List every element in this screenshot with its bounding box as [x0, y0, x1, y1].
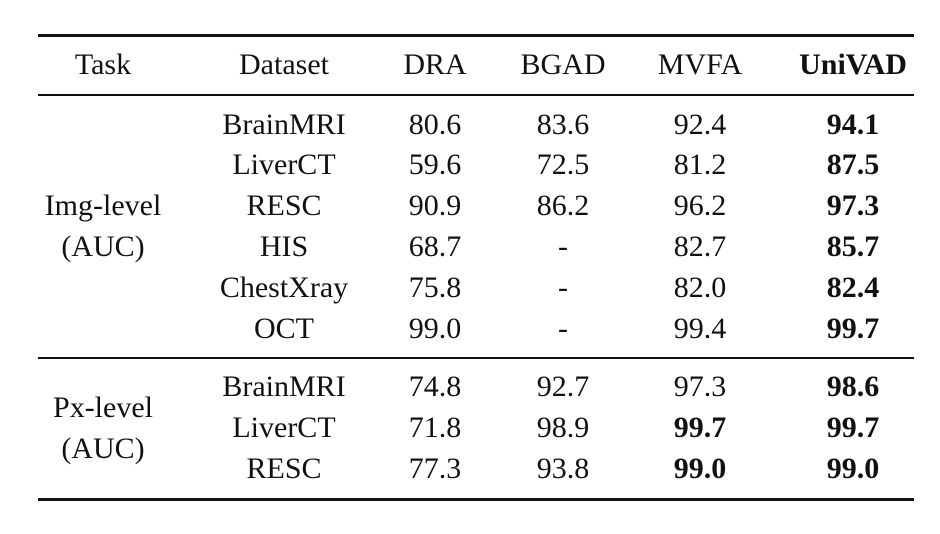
value-cell-univad: 99.7 — [826, 312, 880, 345]
task-label: Img-level — [44, 189, 162, 222]
header-task: Task — [74, 48, 132, 81]
header-bgad: BGAD — [520, 48, 606, 81]
value-cell-mvfa: 82.0 — [673, 271, 727, 304]
value-cell-mvfa: 81.2 — [673, 148, 727, 181]
value-cell-univad: 94.1 — [826, 108, 880, 141]
value-cell-dra: 99.0 — [408, 312, 462, 345]
value-cell-dra: 90.9 — [408, 189, 462, 222]
value-cell-univad: 99.0 — [826, 452, 880, 485]
value-cell-dra: 68.7 — [408, 230, 462, 263]
dataset-cell: HIS — [259, 230, 309, 263]
value-cell-mvfa: 82.7 — [673, 230, 727, 263]
value-cell-mvfa: 97.3 — [673, 370, 727, 403]
group-separator-rule — [38, 357, 914, 359]
dataset-cell: RESC — [246, 452, 322, 485]
task-metric: (AUC) — [61, 230, 145, 263]
value-cell-bgad: - — [558, 230, 568, 263]
value-cell-mvfa: 99.7 — [673, 411, 727, 444]
value-cell-dra: 59.6 — [408, 148, 462, 181]
value-cell-dra: 71.8 — [408, 411, 462, 444]
value-cell-dra: 77.3 — [408, 452, 462, 485]
value-cell-dra: 75.8 — [408, 271, 462, 304]
value-cell-bgad: 86.2 — [536, 189, 590, 222]
value-cell-univad: 97.3 — [826, 189, 880, 222]
value-cell-mvfa: 92.4 — [673, 108, 727, 141]
header-mvfa: MVFA — [657, 48, 743, 81]
value-cell-dra: 74.8 — [408, 370, 462, 403]
value-cell-bgad: 83.6 — [536, 108, 590, 141]
dataset-cell: ChestXray — [219, 271, 349, 304]
value-cell-bgad: 98.9 — [536, 411, 590, 444]
value-cell-bgad: 92.7 — [536, 370, 590, 403]
value-cell-mvfa: 99.0 — [673, 452, 727, 485]
dataset-cell: BrainMRI — [222, 370, 346, 403]
value-cell-univad: 87.5 — [826, 148, 880, 181]
value-cell-univad: 99.7 — [826, 411, 880, 444]
value-cell-bgad: - — [558, 271, 568, 304]
dataset-cell: LiverCT — [232, 411, 336, 444]
dataset-cell: RESC — [246, 189, 322, 222]
dataset-cell: BrainMRI — [222, 108, 346, 141]
header-rule — [38, 94, 914, 96]
value-cell-bgad: - — [558, 312, 568, 345]
value-cell-dra: 80.6 — [408, 108, 462, 141]
value-cell-bgad: 72.5 — [536, 148, 590, 181]
value-cell-bgad: 93.8 — [536, 452, 590, 485]
value-cell-mvfa: 96.2 — [673, 189, 727, 222]
dataset-cell: OCT — [254, 312, 314, 345]
value-cell-univad: 98.6 — [826, 370, 880, 403]
dataset-cell: LiverCT — [232, 148, 336, 181]
header-dataset: Dataset — [239, 48, 329, 81]
bottom-rule — [38, 498, 914, 501]
value-cell-univad: 85.7 — [826, 230, 880, 263]
value-cell-mvfa: 99.4 — [673, 312, 727, 345]
header-univad: UniVAD — [799, 48, 907, 81]
value-cell-univad: 82.4 — [826, 271, 880, 304]
header-dra: DRA — [403, 48, 467, 81]
task-metric: (AUC) — [61, 432, 145, 465]
task-label: Px-level — [53, 391, 153, 424]
top-rule — [38, 34, 914, 37]
